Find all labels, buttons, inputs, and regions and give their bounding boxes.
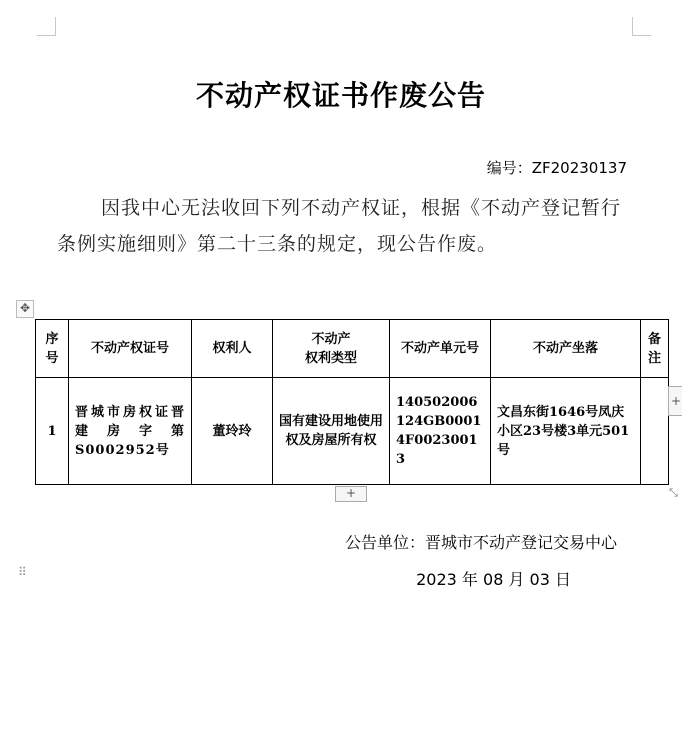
page-corner-mark-top-left: [37, 17, 56, 36]
cell-remark: [641, 378, 669, 485]
cell-unit-no: 140502006124GB00014F00230013: [390, 378, 491, 485]
header-remark: 备注: [641, 320, 669, 378]
table-row: [36, 378, 669, 485]
paragraph-drag-handle-icon[interactable]: ⠿: [18, 565, 29, 579]
table-header-row: [36, 320, 669, 378]
header-right-type: 不动产 权利类型: [273, 320, 390, 378]
add-row-button[interactable]: +: [335, 486, 367, 502]
header-owner: 权利人: [192, 320, 273, 378]
cell-cert-no: 晋城市房权证晋建房字第S0002952号: [69, 378, 192, 485]
cell-location: 文昌东街1646号凤庆小区23号楼3单元501号: [491, 378, 641, 485]
header-index: 序号: [36, 320, 69, 378]
issuer: 公告单位：晋城市不动产登记交易中心: [344, 533, 617, 552]
cell-right-type: 国有建设用地使用权及房屋所有权: [273, 378, 390, 485]
table-move-handle-icon[interactable]: ✥: [16, 300, 34, 318]
add-column-button[interactable]: +: [668, 386, 682, 416]
header-unit-no: 不动产单元号: [390, 320, 491, 378]
invalid-certificate-table: [35, 319, 669, 485]
notice-body: 因我中心无法收回下列不动产权证，根据《不动产登记暂行条例实施细则》第二十三条的规定，现公告作废。: [57, 197, 622, 255]
page-corner-mark-top-right: [632, 17, 651, 36]
cell-owner: 董玲玲: [192, 378, 273, 485]
table-resize-icon[interactable]: ⤡: [669, 486, 678, 499]
header-cert-no: 不动产权证号: [69, 320, 192, 378]
serial-number: 编号：ZF20230137: [486, 159, 627, 177]
document-title: 不动产权证书作废公告: [195, 79, 486, 112]
header-location: 不动产坐落: [491, 320, 641, 378]
notice-date: 2023 年 08 月 03 日: [416, 570, 571, 589]
cell-index: 1: [36, 378, 69, 485]
